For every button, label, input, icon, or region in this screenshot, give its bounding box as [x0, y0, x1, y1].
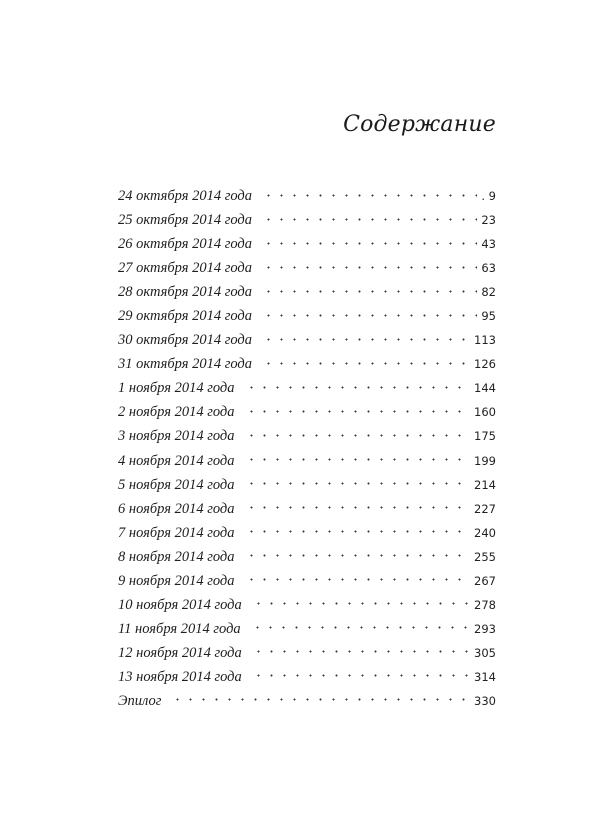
toc-entry-label: 28 октября 2014 года [118, 284, 252, 301]
dot-leader [245, 458, 471, 462]
toc-entry[interactable] [118, 593, 496, 617]
toc-entry-label: 10 ноября 2014 года [118, 596, 242, 613]
toc-entry-page-number: 305 [474, 645, 496, 660]
toc-entry-label: 6 ноября 2014 года [118, 500, 235, 517]
toc-entry[interactable] [118, 280, 496, 304]
toc-entry[interactable] [118, 208, 496, 232]
toc-entry-page-number: 82 [481, 285, 496, 300]
toc-entry-label: 11 ноября 2014 года [118, 620, 241, 637]
toc-entry-label: 2 ноября 2014 года [118, 404, 235, 421]
dot-leader [251, 626, 470, 630]
dot-leader [171, 698, 470, 702]
dot-leader [262, 265, 477, 269]
toc-entry[interactable] [118, 376, 496, 400]
toc-entry-page-number: 23 [481, 213, 496, 228]
dot-leader [252, 650, 470, 654]
toc-entry-label: 29 октября 2014 года [118, 308, 252, 325]
toc-entry-label: 25 октября 2014 года [118, 212, 252, 229]
dot-leader [262, 361, 470, 365]
toc-entry-label: 13 ноября 2014 года [118, 668, 242, 685]
toc-entry-label: 5 ноября 2014 года [118, 476, 235, 493]
toc-entry[interactable] [118, 256, 496, 280]
toc-entry-page-number: 63 [481, 261, 496, 276]
toc-entry-page-number: 278 [474, 597, 496, 612]
toc-entry-page-number: 293 [474, 621, 496, 636]
toc-entry[interactable] [118, 473, 496, 497]
toc-entry-label: 9 ноября 2014 года [118, 572, 235, 589]
toc-title: Содержание [343, 112, 496, 137]
toc-entry-label: 31 октября 2014 года [118, 356, 252, 373]
toc-entry-label: 7 ноября 2014 года [118, 524, 235, 541]
dot-leader [252, 602, 470, 606]
toc-entry[interactable] [118, 449, 496, 473]
toc-entry[interactable] [118, 689, 496, 713]
toc-entry-page-number: 175 [474, 429, 496, 444]
toc-entry-label: 24 октября 2014 года [118, 188, 252, 204]
toc-entry[interactable] [118, 569, 496, 593]
toc-entry-label: 26 октября 2014 года [118, 236, 252, 253]
toc-entry[interactable] [118, 424, 496, 448]
dot-leader [245, 578, 471, 582]
toc-entry-page-number: 214 [474, 477, 496, 492]
dot-leader [245, 554, 471, 558]
toc-entry[interactable] [118, 665, 496, 689]
toc-entry-page-number: 126 [474, 357, 496, 372]
dot-leader [262, 217, 477, 221]
toc-entry-page-number: 267 [474, 573, 496, 588]
toc-entry[interactable] [118, 617, 496, 641]
toc-entry-label: 3 ноября 2014 года [118, 428, 235, 445]
dot-leader [262, 337, 470, 341]
dot-leader [245, 530, 471, 534]
toc-entry-label: 27 октября 2014 года [118, 260, 252, 277]
dot-leader [245, 385, 471, 389]
toc-entry-label: 12 ноября 2014 года [118, 644, 242, 661]
toc-entry-page-number: 43 [481, 237, 496, 252]
toc-entry-label: 4 ноября 2014 года [118, 452, 235, 469]
toc-list [118, 184, 496, 713]
dot-leader [262, 241, 477, 245]
toc-entry-page-number: 255 [474, 549, 496, 564]
toc-entry[interactable] [118, 232, 496, 256]
toc-entry-page-number: 240 [474, 525, 496, 540]
toc-entry[interactable] [118, 352, 496, 376]
toc-entry[interactable] [118, 497, 496, 521]
dot-leader [245, 409, 471, 413]
toc-entry-label: 1 ноября 2014 года [118, 380, 235, 397]
toc-entry-label: Эпилог [118, 692, 162, 709]
toc-entry-page-number: 144 [474, 381, 496, 396]
dot-leader [262, 289, 477, 293]
dot-leader [245, 433, 471, 437]
toc-entry-page-number: 314 [474, 669, 496, 684]
dot-leader [245, 506, 471, 510]
toc-entry[interactable] [118, 184, 496, 208]
toc-entry-page-number: 227 [474, 501, 496, 516]
toc-entry[interactable] [118, 328, 496, 352]
toc-entry[interactable] [118, 521, 496, 545]
toc-entry-label: 30 октября 2014 года [118, 332, 252, 349]
toc-entry-page-number: 113 [474, 333, 496, 348]
toc-entry-page-number: 330 [474, 693, 496, 708]
toc-entry-label: 8 ноября 2014 года [118, 548, 235, 565]
toc-entry[interactable] [118, 304, 496, 328]
toc-entry[interactable] [118, 641, 496, 665]
dot-leader [262, 313, 477, 317]
toc-entry-page-number: 95 [481, 309, 496, 324]
toc-entry[interactable] [118, 400, 496, 424]
toc-entry-page-number: 199 [474, 453, 496, 468]
toc-entry[interactable] [118, 545, 496, 569]
dot-leader [252, 674, 470, 678]
dot-leader [262, 193, 477, 197]
dot-leader [245, 482, 471, 486]
toc-entry-page-number: 160 [474, 405, 496, 420]
toc-entry-page-number: . 9 [481, 189, 496, 203]
